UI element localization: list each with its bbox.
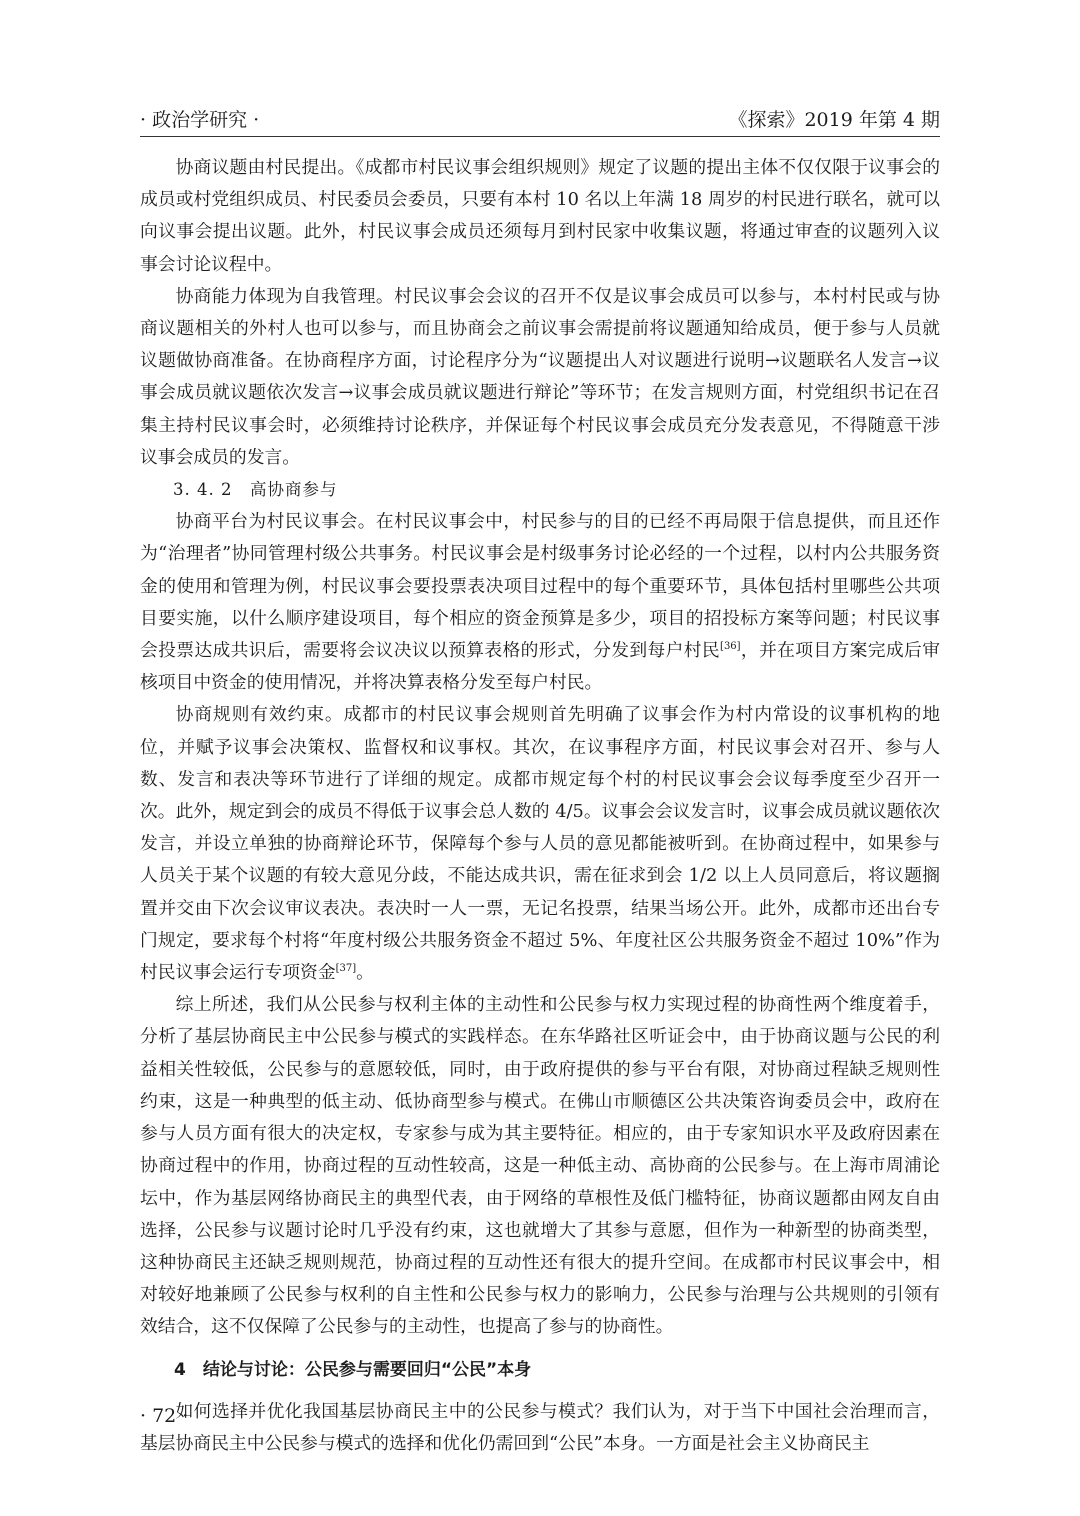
paragraph-conclusion: 如何选择并优化我国基层协商民主中的公民参与模式？我们认为，对于当下中国社会治理而言，基层协商民主中公民参与模式的选择和优化仍需回到“公民”本身。一方面是社会主义协商民主 [140, 1400, 940, 1454]
paragraph-council-platform [140, 506, 940, 699]
paragraph-text: 。 [356, 962, 374, 984]
paragraph-rules-constraint [140, 699, 940, 989]
paragraph-summary: 综上所述，我们从公民参与权利主体的主动性和公民参与权力实现过程的协商性两个维度着手，分析了基层协商民主中公民参与模式的实践样态。在东华路社区听证会中，由于协商议题与公民的利益相关性较低，公民参与的意愿较低，同时，由于政府提供的参与平台有限，对协商过程缺乏规则性约束，这是一种典型的低主动、低协商型参与模式。在佛山市顺德区公共决策咨询委员会中，政府在参与人员方面有很大的决定权，专家参与成为其主要特征。相应的，由于专家知识水平及政府因素在协商过程中的作用，协商过程的互动性较高，这是一种低主动、高协商的公民参与。在上海市周浦论坛中，作为基层网络协商民主的典型代表，由于网络的草根性及低门槛特征，协商议题都由网友自由选择，公民参与议题讨论时几乎没有约束，这也就增大了其参与意愿，但作为一种新型的协商类型，这种协商民主还缺乏规则规范，协商过程的互动性还有很大的提升空间。在成都市村民议事会中，相对较好地兼顾了公民参与权利的自主性和公民参与权力的影响力，公民参与治理与公共规则的引领有效结合，这不仅保障了公民参与的主动性，也提高了参与的协商性。 [140, 994, 940, 1338]
paragraph-topic-proposal: 协商议题由村民提出。《成都市村民议事会组织规则》规定了议题的提出主体不仅仅限于议事会的成员或村党组织成员、村民委员会委员，只要有本村 10 名以上年满 18 周岁的村民进行联名，就可以向议事会提出议题。此外，村民议事会成员还须每月到村民家中收集议题，将通过审查的议题列入议事会讨论议程中。 [140, 157, 940, 275]
section-heading: 4 结论与讨论：公民参与需要回归“公民”本身 [174, 1359, 532, 1380]
running-header [140, 100, 940, 132]
header-journal-issue: 《探索》2019 年第 4 期 [728, 109, 940, 131]
paragraph-text: 协商平台为村民议事会。在村民议事会中，村民参与的目的已经不再局限于信息提供，而且还作为“治理者”协同管理村级公共事务。村民议事会是村级事务讨论必经的一个过程，以村内公共服务资金的使用和管理为例，村民议事会要投票表决项目过程中的每个重要环节，具体包括村里哪些公共项目要实施，以什么顺序建设项目，每个相应的资金预算是多少，项目的招投标方案等问题；村民议事会投票达成共识后，需要将会议决议以预算表格的形式，分发到每户村民 [140, 511, 940, 662]
citation-ref[interactable]: [36] [720, 641, 741, 653]
paragraph-text: 协商规则有效约束。成都市的村民议事会规则首先明确了议事会作为村内常设的议事机构的地位，并赋予议事会决策权、监督权和议事权。其次，在议事程序方面，村民议事会对召开、参与人数、发言和表决等环节进行了详细的规定。成都市规定每个村的村民议事会会议每季度至少召开一次。此外，规定到会的成员不得低于议事会总人数的 4/5。议事会会议发言时，议事会成员就议题依次发言，并设立单独的协商辩论环节，保障每个参与人员的意见都能被听到。在协商过程中，如果参与人员关于某个议题的有较大意见分歧，不能达成共识，需在征求到会 1/2 以上人员同意后，将议题搁置并交由下次会议审议表决。表决时一人一票，无记名投票，结果当场公开。此外，成都市还出台专门规定，要求每个村将“年度村级公共服务资金不超过 5%、年度社区公共服务资金不超过 10%”作为村民议事会运行专项资金 [140, 704, 940, 984]
paragraph-text: ，并在项目方案完成后审核项目中资金的使用情况，并将决算表格分发至每户村民。 [140, 640, 940, 694]
header-section-label: · 政治学研究 · [140, 109, 260, 131]
page-number: · 72 · [140, 1405, 189, 1427]
subsection-heading: 3. 4. 2 高协商参与 [173, 480, 338, 500]
header-rule [140, 136, 940, 137]
citation-ref[interactable]: [37] [335, 963, 357, 975]
paragraph-self-management: 协商能力体现为自我管理。村民议事会会议的召开不仅是议事会成员可以参与，本村村民或与协商议题相关的外村人也可以参与，而且协商会之前议事会需提前将议题通知给成员，便于参与人员就议题做协商准备。在协商程序方面，讨论程序分为“议题提出人对议题进行说明→议题联名人发言→议事会成员就议题依次发言→议事会成员就议题进行辩论”等环节；在发言规则方面，村党组织书记在召集主持村民议事会时，必须维持讨论秩序，并保证每个村民议事会成员充分发表意见，不得随意干涉议事会成员的发言。 [140, 285, 940, 468]
article-body [140, 152, 940, 1460]
